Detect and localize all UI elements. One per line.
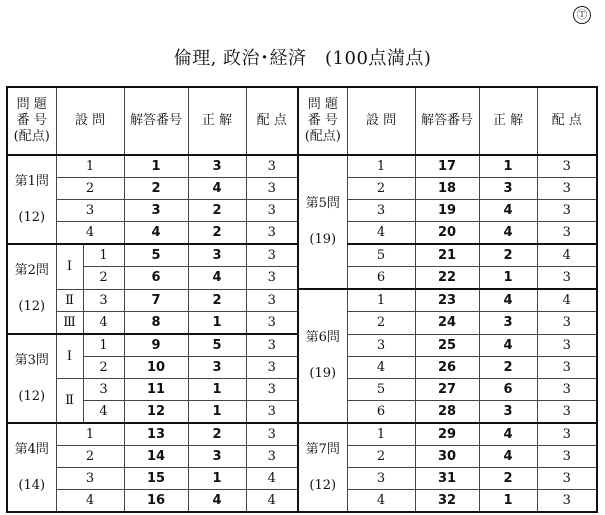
points-value: 3 [537, 490, 597, 513]
group-label: Ⅱ [56, 379, 83, 424]
answer-number: 10 [124, 357, 188, 379]
sub-question: 2 [56, 178, 124, 200]
points-value: 4 [537, 244, 597, 267]
sub-question: 1 [347, 289, 415, 312]
points-value: 3 [537, 379, 597, 401]
correct-answer: 3 [479, 401, 537, 424]
points-value: 4 [246, 490, 298, 513]
header-sub-question-right: 設 問 [347, 87, 415, 155]
sub-question: 6 [347, 267, 415, 290]
question-cell-q7: 第7問 (12) [298, 423, 347, 512]
header-correct: 正 解 [188, 87, 246, 155]
sub-question: 4 [56, 222, 124, 245]
answer-number: 23 [415, 289, 479, 312]
header-row [7, 87, 597, 155]
sub-question: 3 [347, 468, 415, 490]
sub-question: 2 [83, 267, 124, 290]
points-value: 3 [246, 423, 298, 446]
correct-answer: 4 [479, 423, 537, 446]
answer-table [6, 86, 598, 513]
points-value: 3 [246, 446, 298, 468]
sub-question: 5 [347, 379, 415, 401]
points-value: 3 [246, 401, 298, 424]
header-points-right: 配 点 [537, 87, 597, 155]
correct-answer: 5 [188, 334, 246, 357]
sub-question: 4 [347, 222, 415, 245]
correct-answer: 2 [479, 244, 537, 267]
group-label: Ⅰ [56, 334, 83, 379]
sub-question: 3 [347, 334, 415, 357]
answer-number: 3 [124, 200, 188, 222]
answer-number: 28 [415, 401, 479, 424]
answer-number: 17 [415, 155, 479, 178]
question-cell-q1: 第1問 (12) [7, 155, 56, 244]
header-answer-no-right: 解答番号 [415, 87, 479, 155]
points-value: 3 [537, 222, 597, 245]
answer-number: 29 [415, 423, 479, 446]
correct-answer: 2 [479, 357, 537, 379]
correct-answer: 2 [188, 222, 246, 245]
correct-answer: 3 [188, 244, 246, 267]
correct-answer: 1 [188, 401, 246, 424]
group-label: Ⅰ [56, 244, 83, 289]
answer-number: 5 [124, 244, 188, 267]
question-cell-q6: 第6問 (19) [298, 289, 347, 423]
correct-answer: 4 [479, 289, 537, 312]
correct-answer: 4 [188, 267, 246, 290]
sub-question: 3 [347, 200, 415, 222]
sub-question: 4 [56, 490, 124, 513]
header-question-no: 問 題 番 号 (配点) [7, 87, 56, 155]
table-row [7, 155, 597, 178]
points-value: 3 [246, 178, 298, 200]
points-value: 3 [537, 423, 597, 446]
points-value: 3 [246, 267, 298, 290]
points-value: 3 [246, 312, 298, 335]
answer-number: 15 [124, 468, 188, 490]
points-value: 3 [246, 357, 298, 379]
answer-number: 4 [124, 222, 188, 245]
correct-answer: 4 [188, 178, 246, 200]
points-value: 3 [246, 334, 298, 357]
sub-question: 6 [347, 401, 415, 424]
header-sub-question: 設 問 [56, 87, 124, 155]
sub-question: 2 [56, 446, 124, 468]
answer-number: 25 [415, 334, 479, 357]
answer-number: 31 [415, 468, 479, 490]
answer-number: 16 [124, 490, 188, 513]
answer-number: 12 [124, 401, 188, 424]
answer-number: 8 [124, 312, 188, 335]
sub-question: 1 [83, 334, 124, 357]
sub-question: 1 [347, 423, 415, 446]
points-value: 3 [537, 446, 597, 468]
answer-number: 24 [415, 312, 479, 335]
correct-answer: 2 [479, 468, 537, 490]
page-title: 倫理, 政治･経済 (100点満点) [173, 48, 432, 69]
correct-answer: 1 [479, 267, 537, 290]
points-value: 3 [246, 289, 298, 312]
correct-answer: 1 [479, 155, 537, 178]
sub-question: 3 [56, 200, 124, 222]
answer-number: 14 [124, 446, 188, 468]
points-value: 4 [246, 468, 298, 490]
question-cell-q4: 第4問 (14) [7, 423, 56, 512]
sub-question: 3 [83, 289, 124, 312]
sub-question: 4 [347, 357, 415, 379]
question-cell-q2: 第2問 (12) [7, 244, 56, 334]
correct-answer: 3 [479, 312, 537, 335]
group-label: Ⅲ [56, 312, 83, 335]
answer-number: 2 [124, 178, 188, 200]
points-value: 3 [246, 222, 298, 245]
points-value: 3 [537, 334, 597, 357]
points-value: 3 [246, 244, 298, 267]
sub-question: 2 [83, 357, 124, 379]
sub-question: 4 [83, 401, 124, 424]
correct-answer: 4 [188, 490, 246, 513]
correct-answer: 1 [479, 490, 537, 513]
sub-question: 2 [347, 312, 415, 335]
answer-number: 26 [415, 357, 479, 379]
sub-question: 1 [56, 155, 124, 178]
sub-question: 1 [347, 155, 415, 178]
header-correct-right: 正 解 [479, 87, 537, 155]
correct-answer: 1 [188, 379, 246, 401]
correct-answer: 4 [479, 200, 537, 222]
sub-question: 1 [83, 244, 124, 267]
points-value: 3 [537, 200, 597, 222]
answer-number: 18 [415, 178, 479, 200]
correct-answer: 3 [188, 155, 246, 178]
correct-answer: 6 [479, 379, 537, 401]
points-value: 3 [537, 312, 597, 335]
points-value: 3 [537, 178, 597, 200]
correct-answer: 1 [188, 468, 246, 490]
correct-answer: 2 [188, 200, 246, 222]
answer-number: 22 [415, 267, 479, 290]
points-value: 3 [537, 468, 597, 490]
question-cell-q5: 第5問 (19) [298, 155, 347, 289]
sub-question: 4 [83, 312, 124, 335]
answer-number: 13 [124, 423, 188, 446]
answer-number: 30 [415, 446, 479, 468]
correct-answer: 4 [479, 446, 537, 468]
answer-number: 19 [415, 200, 479, 222]
correct-answer: 3 [188, 357, 246, 379]
sub-question: 3 [83, 379, 124, 401]
correct-answer: 2 [188, 423, 246, 446]
correct-answer: 4 [479, 334, 537, 357]
answer-number: 1 [124, 155, 188, 178]
answer-number: 7 [124, 289, 188, 312]
answer-number: 21 [415, 244, 479, 267]
points-value: 3 [537, 155, 597, 178]
correct-answer: 3 [188, 446, 246, 468]
correct-answer: 3 [479, 178, 537, 200]
correct-answer: 2 [188, 289, 246, 312]
answer-number: 32 [415, 490, 479, 513]
points-value: 3 [246, 200, 298, 222]
answer-number: 27 [415, 379, 479, 401]
correct-answer: 1 [188, 312, 246, 335]
points-value: 4 [537, 289, 597, 312]
header-points: 配 点 [246, 87, 298, 155]
sub-question: 3 [56, 468, 124, 490]
answer-number: 11 [124, 379, 188, 401]
sub-question: 5 [347, 244, 415, 267]
sub-question: 2 [347, 178, 415, 200]
answer-number: 6 [124, 267, 188, 290]
subject-marker: Ⓣ [573, 6, 591, 24]
points-value: 3 [246, 155, 298, 178]
points-value: 3 [537, 267, 597, 290]
sub-question: 1 [56, 423, 124, 446]
sub-question: 4 [347, 490, 415, 513]
question-cell-q3: 第3問 (12) [7, 334, 56, 423]
answer-number: 20 [415, 222, 479, 245]
sub-question: 2 [347, 446, 415, 468]
group-label: Ⅱ [56, 289, 83, 312]
points-value: 3 [537, 357, 597, 379]
header-question-no-right: 問 題 番 号 (配点) [298, 87, 347, 155]
table-row [7, 289, 597, 312]
header-answer-no: 解答番号 [124, 87, 188, 155]
points-value: 3 [537, 401, 597, 424]
answer-number: 9 [124, 334, 188, 357]
points-value: 3 [246, 379, 298, 401]
table-row [7, 423, 597, 446]
correct-answer: 4 [479, 222, 537, 245]
